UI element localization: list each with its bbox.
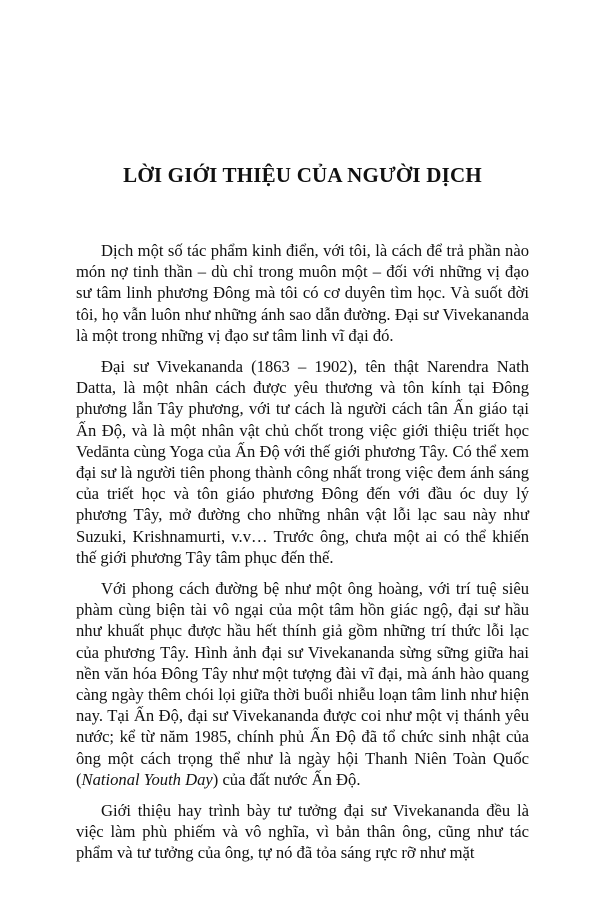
paragraph-1: Dịch một số tác phẩm kinh điển, với tôi, là cách để trả phần nào món nợ tinh thần – dù chỉ trong muôn một – đối với những vị đạo sư tâm linh phương Đông mà tôi có cơ duyên tìm học. Và suốt đời tôi, họ vẫn luôn như những ánh sao dẫn đường. Đại sư Vivekananda là một trong những vị đạo sư tâm linh vĩ đại đó. [76, 241, 529, 345]
paragraph-3-text-after: ) của đất nước Ấn Độ. [212, 769, 361, 789]
paragraph-3-italic-term: National Youth Day [81, 769, 213, 789]
paragraph-3 [76, 578, 529, 790]
paragraph-4: Giới thiệu hay trình bày tư tưởng đại sư Vivekananda đều là việc làm phù phiếm và vô nghĩa, vì bản thân ông, cũng như tác phẩm và tư tưởng của ông, tự nó đã tỏa sáng rực rỡ như mặt [76, 801, 529, 863]
page-title: LỜI GIỚI THIỆU CỦA NGƯỜI DỊCH [123, 163, 482, 187]
paragraph-3-text-before: Với phong cách đường bệ như một ông hoàng, với trí tuệ siêu phàm cùng biện tài vô ngại của một tâm hồn giác ngộ, đại sư hầu như khuất phục được hầu hết thính giả gồm những trí thức lỗi lạc của phương Tây. Hình ảnh đại sư Vivekananda sừng sững giữa hai nền văn hóa Đông Tây như một tượng đài vĩ đại, mà ánh hào quang càng ngày thêm chói lọi giữa thời buổi nhiễu loạn tâm linh như hiện nay. Tại Ấn Độ, đại sư Vivekananda được coi như một vị thánh yêu nước; kể từ năm 1985, chính phủ Ấn Độ đã tổ chức sinh nhật của ông một cách trọng thể như là ngày hội Thanh Niên Toàn Quốc ( [76, 579, 529, 789]
body-text [76, 240, 529, 874]
paragraph-2: Đại sư Vivekananda (1863 – 1902), tên thật Narendra Nath Datta, là một nhân cách được yêu thương và tôn kính tại Đông phương lẫn Tây phương, với tư cách là người cách tân Ấn giáo tại Ấn Độ, và là một nhân vật chủ chốt trong việc giới thiệu triết học Vedānta cùng Yoga của Ấn Độ với thế giới phương Tây. Có thể xem đại sư là người tiên phong thành công nhất trong việc đem ánh sáng của triết học và tôn giáo phương Đông đến với đầu óc duy lý phương Tây, mở đường cho những nhân vật lỗi lạc sau này như Suzuki, Krishnamurti, v.v… Trước ông, chưa một ai có thể khiến thế giới phương Tây tâm phục đến thế. [76, 357, 529, 567]
